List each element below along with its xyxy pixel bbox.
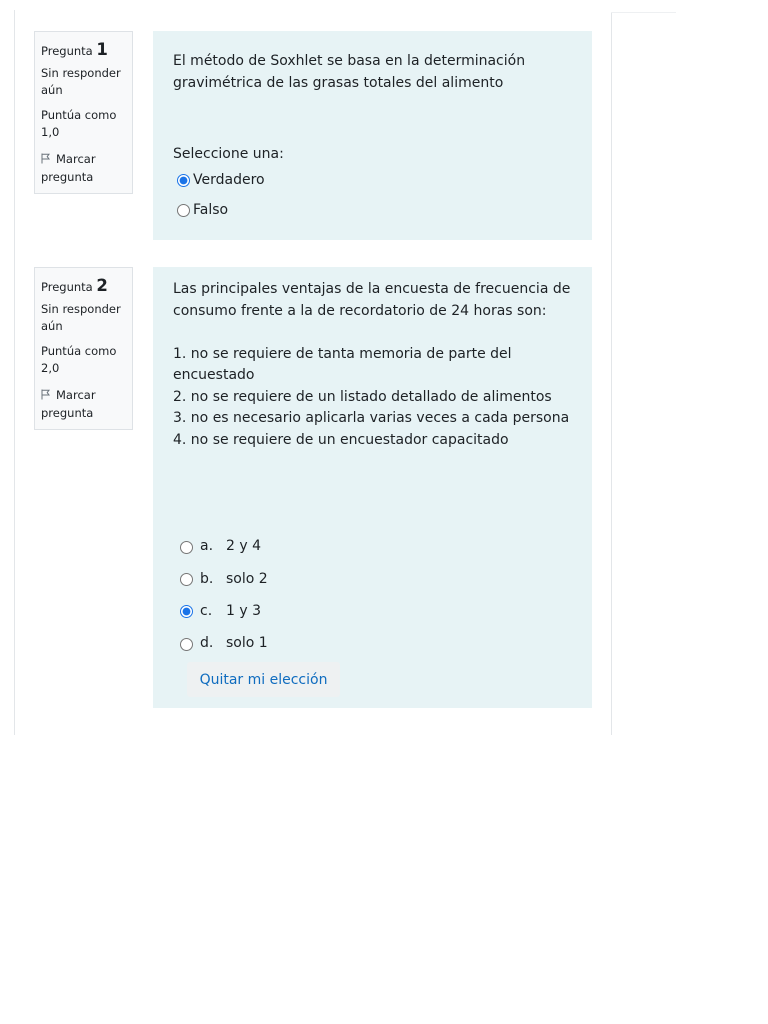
answer-text-a[interactable]: 2 y 4	[226, 538, 261, 555]
question-text-line: El método de Soxhlet se basa en la determinación	[173, 53, 526, 69]
answer-options	[173, 166, 572, 226]
question-title	[41, 275, 126, 297]
question-2-content	[153, 267, 592, 708]
flag-outline-icon[interactable]	[41, 388, 50, 405]
answer-number-b[interactable]: b.	[200, 570, 214, 587]
question-state: Sin responder aún	[41, 302, 121, 333]
answer-label-true[interactable]: Verdadero	[193, 171, 265, 188]
question-text-line: Las principales ventajas de la encuesta de frecuencia de	[173, 281, 571, 297]
answer-text-c[interactable]: 1 y 3	[226, 602, 261, 619]
flag-question-link[interactable]	[41, 387, 126, 422]
question-label: Pregunta	[41, 44, 93, 58]
answer-options	[173, 531, 572, 660]
question-text	[173, 279, 572, 322]
clear-choice-button[interactable]: Quitar mi elección	[187, 662, 340, 697]
question-list-line: 1. no se requiere de tanta memoria de parte del	[173, 345, 512, 362]
answer-option-true[interactable]	[173, 166, 572, 196]
question-title	[41, 39, 126, 61]
question-2-info	[34, 267, 133, 430]
answer-radio-false[interactable]	[177, 204, 190, 217]
answer-number-d[interactable]: d.	[200, 635, 214, 652]
flag-question-label[interactable]: Marcar pregunta	[41, 388, 96, 420]
answer-prompt: Seleccione una:	[173, 146, 284, 162]
flag-question-label[interactable]: Marcar pregunta	[41, 152, 96, 184]
question-list-line: encuestado	[173, 367, 255, 383]
answer-radio-a[interactable]	[180, 541, 193, 554]
question-number: 2	[96, 276, 108, 295]
flag-outline-icon[interactable]	[41, 152, 50, 169]
question-list	[173, 344, 572, 452]
question-1-content	[153, 31, 592, 240]
answer-label-false[interactable]: Falso	[193, 201, 229, 218]
question-text-line: gravimétrica de las grasas totales del alimento	[173, 74, 504, 91]
answer-radio-c[interactable]	[180, 605, 193, 618]
answer-option-b[interactable]	[173, 563, 572, 595]
page-right-border	[611, 12, 612, 735]
answer-option-a[interactable]	[173, 531, 572, 563]
answer-text-b[interactable]: solo 2	[226, 570, 268, 587]
question-grade: Puntúa como 1,0	[41, 108, 117, 139]
answer-option-d[interactable]	[173, 628, 572, 660]
question-list-line: 2. no se requiere de un listado detallado de alimentos	[173, 388, 552, 405]
answer-option-false[interactable]	[173, 196, 572, 226]
answer-radio-d[interactable]	[180, 638, 193, 651]
question-list-line: 4. no se requiere de un encuestador capacitado	[173, 431, 509, 448]
question-1-info	[34, 31, 133, 194]
answer-text-d[interactable]: solo 1	[226, 635, 268, 652]
question-grade: Puntúa como 2,0	[41, 344, 117, 375]
page-left-border	[14, 10, 15, 735]
question-label: Pregunta	[41, 280, 93, 294]
answer-option-c[interactable]	[173, 596, 572, 628]
question-number: 1	[96, 40, 108, 59]
answer-radio-true[interactable]	[177, 174, 190, 187]
question-text	[173, 51, 572, 94]
answer-radio-b[interactable]	[180, 573, 193, 586]
question-list-line: 3. no es necesario aplicarla varias veces a cada persona	[173, 410, 570, 426]
answer-number-c[interactable]: c.	[200, 602, 213, 619]
question-text-line: consumo frente a la de recordatorio de 24 horas son:	[173, 302, 547, 319]
flag-question-link[interactable]	[41, 151, 126, 186]
question-state: Sin responder aún	[41, 66, 121, 97]
drawer-top-border	[611, 12, 676, 13]
answer-number-a[interactable]: a.	[200, 538, 214, 555]
